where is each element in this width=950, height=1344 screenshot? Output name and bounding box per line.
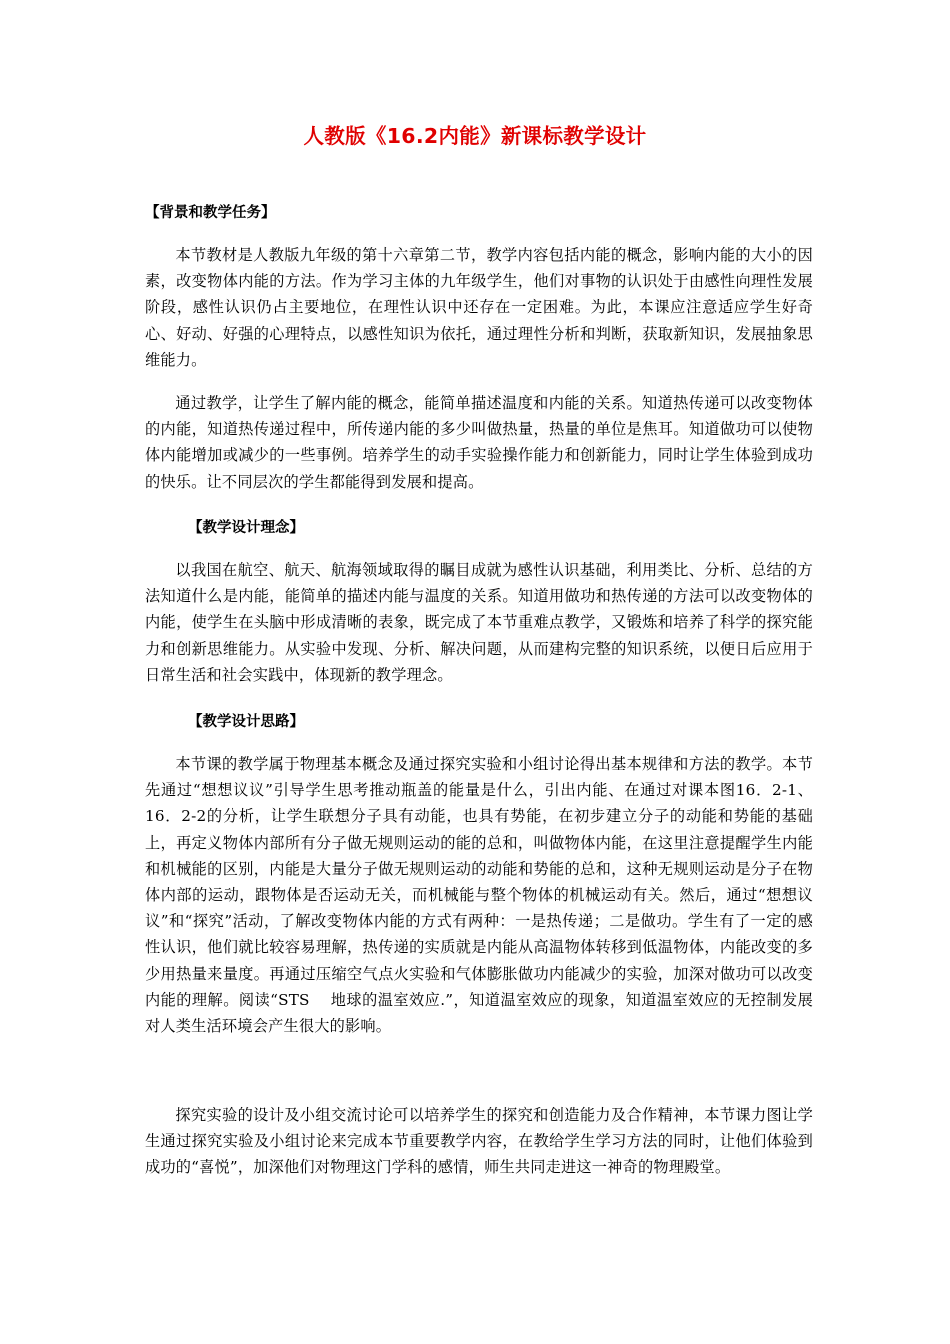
section-heading-approach: 【教学设计思路】 — [188, 714, 304, 730]
paragraph-concept-1: 以我国在航空、航天、航海领域取得的瞩目成就为感性认识基础，利用类比、分析、总结的方法知道什么是内能，能简单的描述内能与温度的关系。知道用做功和热传递的方法可以改变物体的内能，使学生在头脑中形成清晰的表象，既完成了本节重难点教学，又锻炼和培养了科学的探究能力和创新思维能力。从实验中发现、分析、解决问题，从而建构完整的知识系统，以便日后应用于日常生活和社会实践中，体现新的教学理念。 — [145, 561, 813, 684]
paragraph-background-1: 本节教材是人教版九年级的第十六章第二节，教学内容包括内能的概念，影响内能的大小的因素，改变物体内能的方法。作为学习主体的九年级学生，他们对事物的认识处于由感性向理性发展阶段，感性认识仍占主要地位，在理性认识中还存在一定困难。为此，本课应注意适应学生好奇心、好动、好强的心理特点，以感性知识为依托，通过理性分析和判断，获取新知识，发展抽象思维能力。 — [145, 246, 813, 369]
paragraph-approach-2: 探究实验的设计及小组交流讨论可以培养学生的探究和创造能力及合作精神，本节课力图让学生通过探究实验及小组讨论来完成本节重要教学内容，在教给学生学习方法的同时，让他们体验到成功的“喜悦”，加深他们对物理这门学科的感情，师生共同走进这一神奇的物理殿堂。 — [145, 1106, 813, 1177]
section-heading-concept: 【教学设计理念】 — [188, 520, 304, 536]
paragraph-approach-1: 本节课的教学属于物理基本概念及通过探究实验和小组讨论得出基本规律和方法的教学。本节先通过“想想议议”引导学生思考推动瓶盖的能量是什么，引出内能、在通过对课本图16．2-1、16．2-2的分析，让学生联想分子具有动能，也具有势能，在初步建立分子的动能和势能的基础上，再定义物体内部所有分子做无规则运动的能的总和，叫做物体内能，在这里注意提醒学生内能和机械能的区别，内能是大量分子做无规则运动的动能和势能的总和，这种无规则运动是分子在物体内部的运动，跟物体是否运动无关，而机械能与整个物体的机械运动有关。然后，通过“想想议议”和“探究”活动，了解改变物体内能的方式有两种：一是热传递；二是做功。学生有了一定的感性认识，他们就比较容易理解，热传递的实质就是内能从高温物体转移到低温物体，内能改变的多少用热量来量度。再通过压缩空气点火实验和气体膨胀做功内能减少的实验，加深对做功可以改变内能的理解。阅读“STS 地球的温室效应.”，知道温室效应的现象，知道温室效应的无控制发展对人类生活环境会产生很大的影响。 — [145, 755, 813, 1036]
document-title: 人教版《16.2内能》新课标教学设计 — [303, 124, 647, 148]
paragraph-background-2: 通过教学，让学生了解内能的概念，能简单描述温度和内能的关系。知道热传递可以改变物体的内能，知道热传递过程中，所传递内能的多少叫做热量，热量的单位是焦耳。知道做功可以使物体内能增加或减少的一些事例。培养学生的动手实验操作能力和创新能力，同时让学生体验到成功的快乐。让不同层次的学生都能得到发展和提高。 — [145, 394, 813, 491]
section-heading-background: 【背景和教学任务】 — [145, 205, 276, 221]
